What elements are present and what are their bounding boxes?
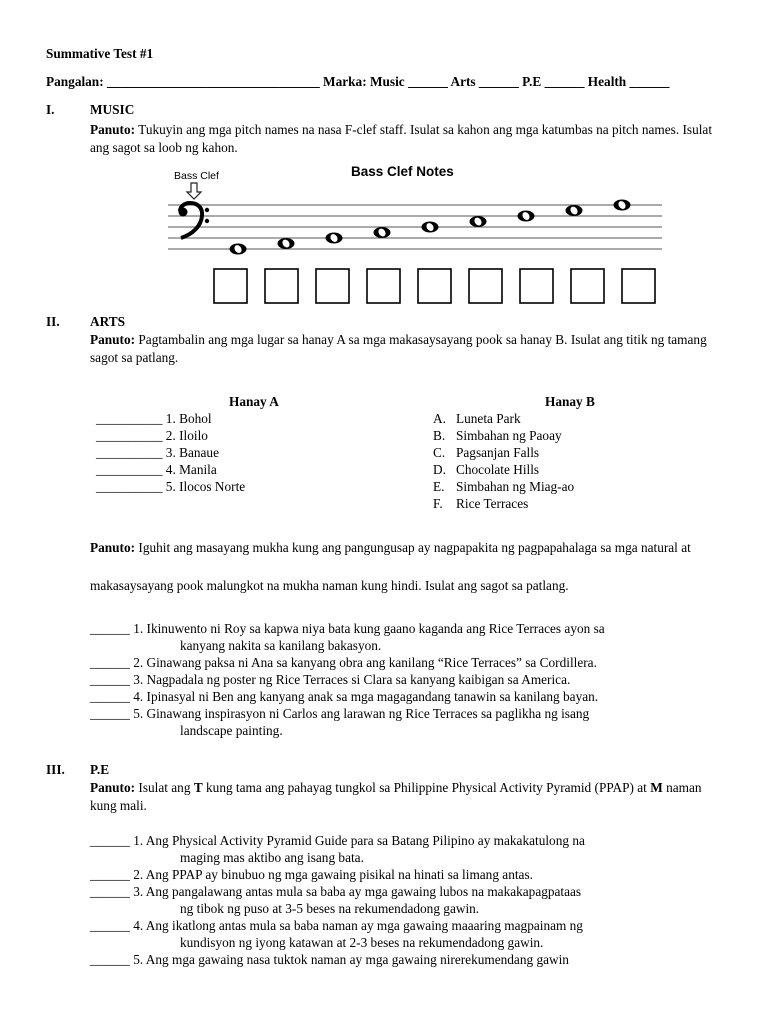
- bass-clef-icon: [179, 203, 210, 238]
- answer-box[interactable]: [622, 269, 655, 303]
- bass-clef-figure: [165, 162, 665, 312]
- answer-box[interactable]: [367, 269, 400, 303]
- answer-box[interactable]: [469, 269, 502, 303]
- pe-section-title: P.E: [90, 762, 110, 777]
- hanay-b-item: B. Simbahan ng Paoay: [433, 428, 562, 443]
- arts-score-blank[interactable]: ______: [478, 74, 519, 89]
- panuto-label: Panuto:: [90, 332, 136, 347]
- list-item[interactable]: ______ 2. Ang PPAP ay binubuo ng mga gawaing pisikal na hinati sa limang antas.: [90, 867, 533, 882]
- pe-label: P.E: [522, 74, 542, 89]
- arts-instruction2-line1: Iguhit ang masayang mukha kung ang pangungusap ay nagpapakita ng pagpapahalaga sa mga natural at: [138, 540, 691, 555]
- pe-items: [90, 832, 585, 968]
- hanay-a-title: Hanay A: [229, 394, 279, 409]
- whole-note: [278, 238, 295, 249]
- whole-note: [422, 222, 439, 233]
- whole-note: [470, 216, 487, 227]
- true-letter: T: [193, 780, 203, 795]
- pe-instruction-b: kung tama ang pahayag tungkol sa Philippine Physical Activity Pyramid (PPAP) at: [206, 780, 647, 795]
- whole-note: [566, 205, 583, 216]
- music-score-blank[interactable]: ______: [408, 74, 448, 89]
- header-row: [46, 74, 669, 90]
- panuto-label: Panuto:: [90, 780, 136, 795]
- hanay-b-list: [433, 410, 574, 512]
- list-item-continuation: ng tibok ng puso at 3-5 beses na rekumendadong gawin.: [180, 901, 480, 916]
- pe-instruction-a: Isulat ang: [138, 780, 191, 795]
- list-item-continuation: kanyang nakita sa kanilang bakasyon.: [180, 638, 382, 653]
- whole-note: [614, 200, 631, 211]
- arts-instructions: [90, 331, 707, 348]
- music-instruction-line1: Tukuyin ang mga pitch names na nasa F-clef staff. Isulat sa kahon ang mga katumbas na pitch names. Isulat: [138, 122, 713, 137]
- list-item[interactable]: ______ 1. Ikinuwento ni Roy sa kapwa niya bata kung gaano kaganda ang Rice Terraces ayon sa: [90, 621, 605, 636]
- list-item[interactable]: ______ 3. Ang pangalawang antas mula sa baba ay mga gawaing lubos na makakapagpataas: [90, 884, 582, 899]
- music-numeral: I.: [46, 102, 55, 117]
- list-item-continuation: maging mas aktibo ang isang bata.: [180, 850, 364, 865]
- panuto-label: Panuto:: [90, 540, 136, 555]
- list-item[interactable]: ______ 4. Ipinasyal ni Ben ang kanyang anak sa mga magagandang tanawin sa kanilang bayan.: [90, 689, 599, 704]
- list-item[interactable]: ______ 3. Nagpadala ng poster ng Rice Terraces si Clara sa kanyang kaibigan sa America.: [90, 672, 571, 687]
- list-item[interactable]: ______ 2. Ginawang paksa ni Ana sa kanyang obra ang kanilang “Rice Terraces” sa Cordillera.: [90, 655, 597, 670]
- health-score-blank[interactable]: ______: [629, 74, 670, 89]
- pe-score-blank[interactable]: ______: [544, 74, 585, 89]
- hanay-a-item[interactable]: __________ 4. Manila: [96, 462, 217, 477]
- whole-note: [230, 244, 247, 255]
- list-item-continuation: kundisyon ng iyong katawan at 2-3 beses na rekumendadong gawin.: [180, 935, 544, 950]
- down-arrow-icon: [187, 183, 201, 199]
- list-item-continuation: landscape painting.: [180, 723, 283, 738]
- whole-note: [518, 211, 535, 222]
- hanay-a-list: [96, 410, 245, 495]
- false-letter: M: [650, 780, 663, 795]
- hanay-b-title: Hanay B: [545, 394, 595, 409]
- staff-svg: [165, 162, 665, 312]
- hanay-b-item: F. Rice Terraces: [433, 496, 529, 511]
- hanay-b-item: D. Chocolate Hills: [433, 462, 540, 477]
- pe-numeral: III.: [46, 762, 65, 777]
- hanay-a-item[interactable]: __________ 1. Bohol: [96, 411, 212, 426]
- music-instruction-line2: ang sagot sa loob ng kahon.: [90, 140, 238, 155]
- music-section-title: MUSIC: [90, 102, 135, 117]
- health-label: Health: [587, 74, 627, 89]
- pe-instructions: [90, 779, 702, 796]
- answer-box[interactable]: [265, 269, 298, 303]
- arts-instructions-2: [90, 540, 691, 556]
- list-item[interactable]: ______ 5. Ginawang inspirasyon ni Carlos ang larawan ng Rice Terraces sa paglikha ng isang: [90, 706, 590, 721]
- arts-instruction2-line2: makasaysayang pook malungkot na mukha naman kung hindi. Isulat ang sagot sa patlang.: [90, 578, 569, 593]
- answer-box[interactable]: [571, 269, 604, 303]
- pe-instruction-line2: kung mali.: [90, 798, 147, 813]
- hanay-b-item: C. Pagsanjan Falls: [433, 445, 540, 460]
- arts-label: Arts: [450, 74, 476, 89]
- pe-instruction-c: naman: [666, 780, 702, 795]
- hanay-a-item[interactable]: __________ 3. Banaue: [96, 445, 219, 460]
- whole-note: [374, 227, 391, 238]
- figure-title: Bass Clef Notes: [351, 164, 454, 179]
- list-item[interactable]: ______ 5. Ang mga gawaing nasa tuktok naman ay mga gawaing nirerekumendang gawin: [90, 952, 569, 967]
- name-blank[interactable]: ________________________________: [106, 74, 320, 89]
- list-item[interactable]: ______ 1. Ang Physical Activity Pyramid Guide para sa Batang Pilipino ay makakatulong na: [90, 833, 585, 848]
- music-instructions: [90, 121, 712, 138]
- test-title: Summative Test #1: [46, 46, 154, 61]
- answer-box[interactable]: [418, 269, 451, 303]
- arts-items: [90, 620, 605, 739]
- arts-section-title: ARTS: [90, 314, 126, 329]
- panuto-label: Panuto:: [90, 122, 136, 137]
- answer-box[interactable]: [520, 269, 553, 303]
- answer-box[interactable]: [214, 269, 247, 303]
- name-label: Pangalan:: [46, 74, 104, 89]
- hanay-b-item: E. Simbahan ng Miag-ao: [433, 479, 575, 494]
- clef-label: Bass Clef: [174, 170, 219, 182]
- whole-note: [326, 233, 343, 244]
- hanay-b-item: A. Luneta Park: [433, 411, 521, 426]
- hanay-a-item[interactable]: __________ 2. Iloilo: [96, 428, 208, 443]
- answer-box[interactable]: [316, 269, 349, 303]
- arts-instruction-line2: sagot sa patlang.: [90, 350, 179, 365]
- score-label: Marka: Music: [323, 74, 405, 89]
- arts-numeral: II.: [46, 314, 60, 329]
- hanay-a-item[interactable]: __________ 5. Ilocos Norte: [96, 479, 246, 494]
- answer-boxes-group: [214, 269, 655, 303]
- staff-lines: [168, 205, 662, 249]
- list-item[interactable]: ______ 4. Ang ikatlong antas mula sa baba naman ay mga gawaing maaaring magpainam ng: [90, 918, 583, 933]
- arts-instruction-line1: Pagtambalin ang mga lugar sa hanay A sa mga makasaysayang pook sa hanay B. Isulat ang titik ng tamang: [138, 332, 707, 347]
